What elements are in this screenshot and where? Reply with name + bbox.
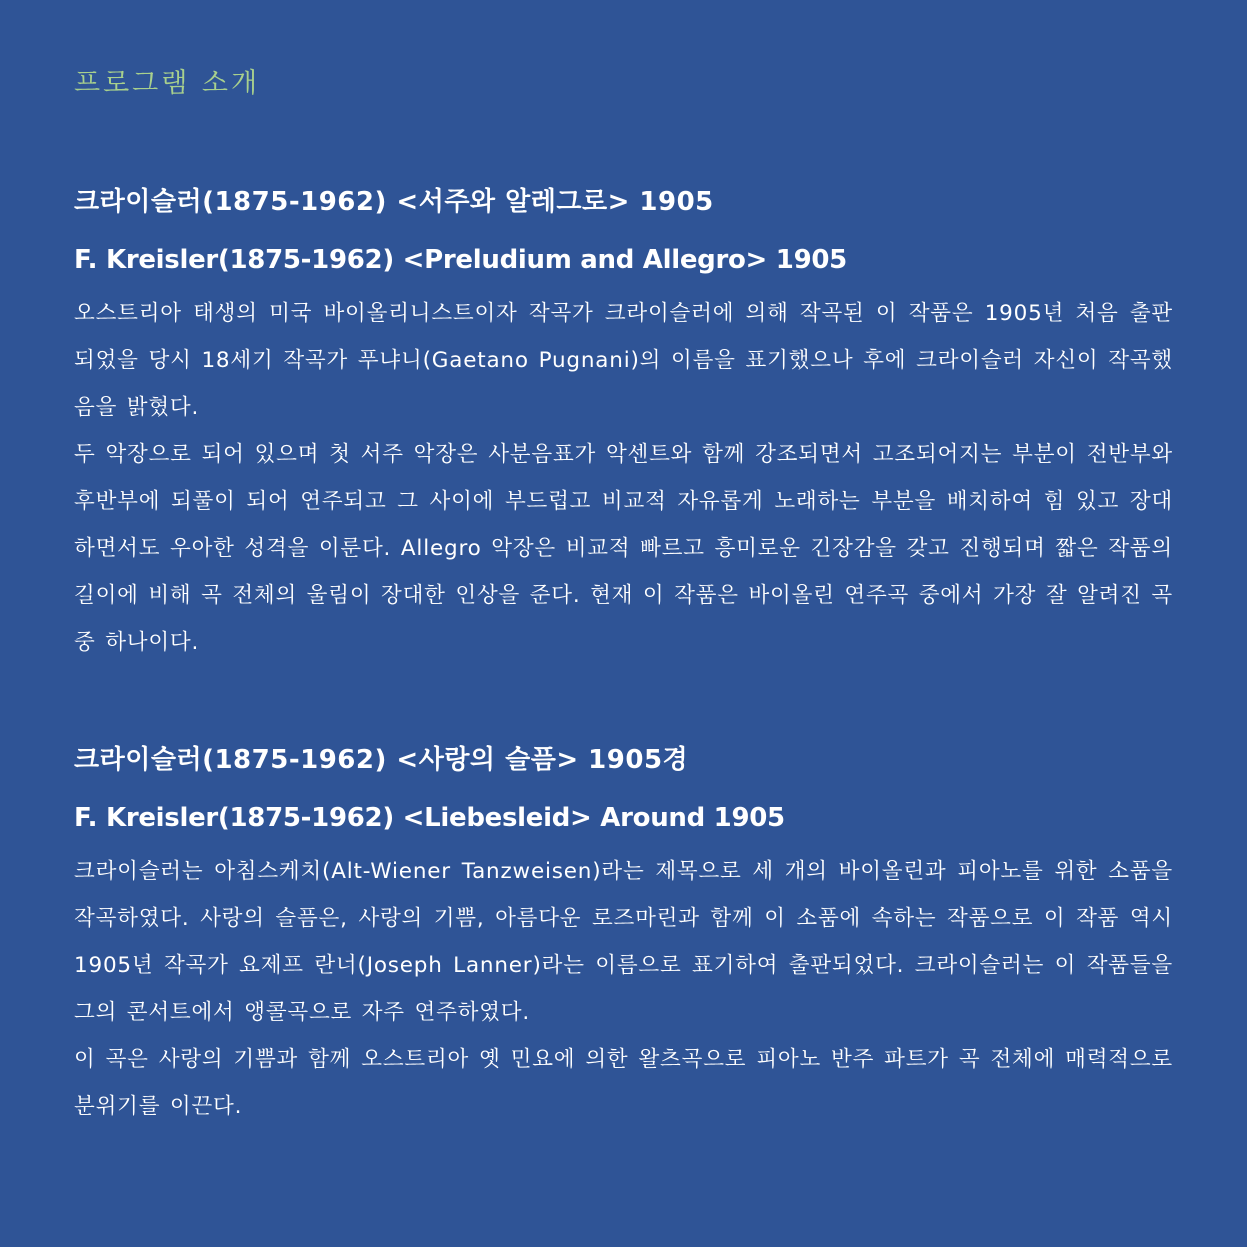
piece-title-korean: 크라이슬러(1875-1962) <사랑의 슬픔> 1905경 [74,745,689,775]
piece-description [74,848,1173,1130]
section-label: 프로그램 소개 [74,68,261,99]
description-paragraph: 오스트리아 태생의 미국 바이올리니스트이자 작곡가 크라이슬러에 의해 작곡된 이 작품은 1905년 처음 출판되었을 당시 18세기 작곡가 푸냐니(Gaetano Pugnani)의 이름을 표기했으나 후에 크라이슬러 자신이 작곡했음을 밝혔다. [74,301,1173,420]
description-paragraph: 이 곡은 사랑의 기쁨과 함께 오스트리아 옛 민요에 의한 왈츠곡으로 피아노 반주 파트가 곡 전체에 매력적으로 분위기를 이끈다. [74,1047,1173,1119]
piece-title-korean: 크라이슬러(1875-1962) <서주와 알레그로> 1905 [74,187,714,217]
piece-liebesleid [74,740,1173,1130]
piece-title-english: F. Kreisler(1875-1962) <Liebesleid> Around 1905 [74,803,785,833]
piece-preludium-allegro [74,182,1173,666]
description-paragraph: 두 악장으로 되어 있으며 첫 서주 악장은 사분음표가 악센트와 함께 강조되면서 고조되어지는 부분이 전반부와 후반부에 되풀이 되어 연주되고 그 사이에 부드럽고 비교적 자유롭게 노래하는 부분을 배치하여 힘 있고 장대하면서도 우아한 성격을 이룬다. Allegro 악장은 비교적 빠르고 흥미로운 긴장감을 갖고 진행되며 짧은 작품의 길이에 비해 곡 전체의 울림이 장대한 인상을 준다. 현재 이 작품은 바이올린 연주곡 중에서 가장 잘 알려진 곡 중 하나이다. [74,442,1173,655]
description-paragraph: 크라이슬러는 아침스케치(Alt-Wiener Tanzweisen)라는 제목으로 세 개의 바이올린과 피아노를 위한 소품을 작곡하였다. 사랑의 슬픔은, 사랑의 기쁨, 아름다운 로즈마린과 함께 이 소품에 속하는 작품으로 이 작품 역시 1905년 작곡가 요제프 란너(Joseph Lanner)라는 이름으로 표기하여 출판되었다. 크라이슬러는 이 작품들을 그의 콘서트에서 앵콜곡으로 자주 연주하였다. [74,859,1173,1025]
piece-description [74,290,1173,666]
piece-title-english: F. Kreisler(1875-1962) <Preludium and Allegro> 1905 [74,245,847,275]
